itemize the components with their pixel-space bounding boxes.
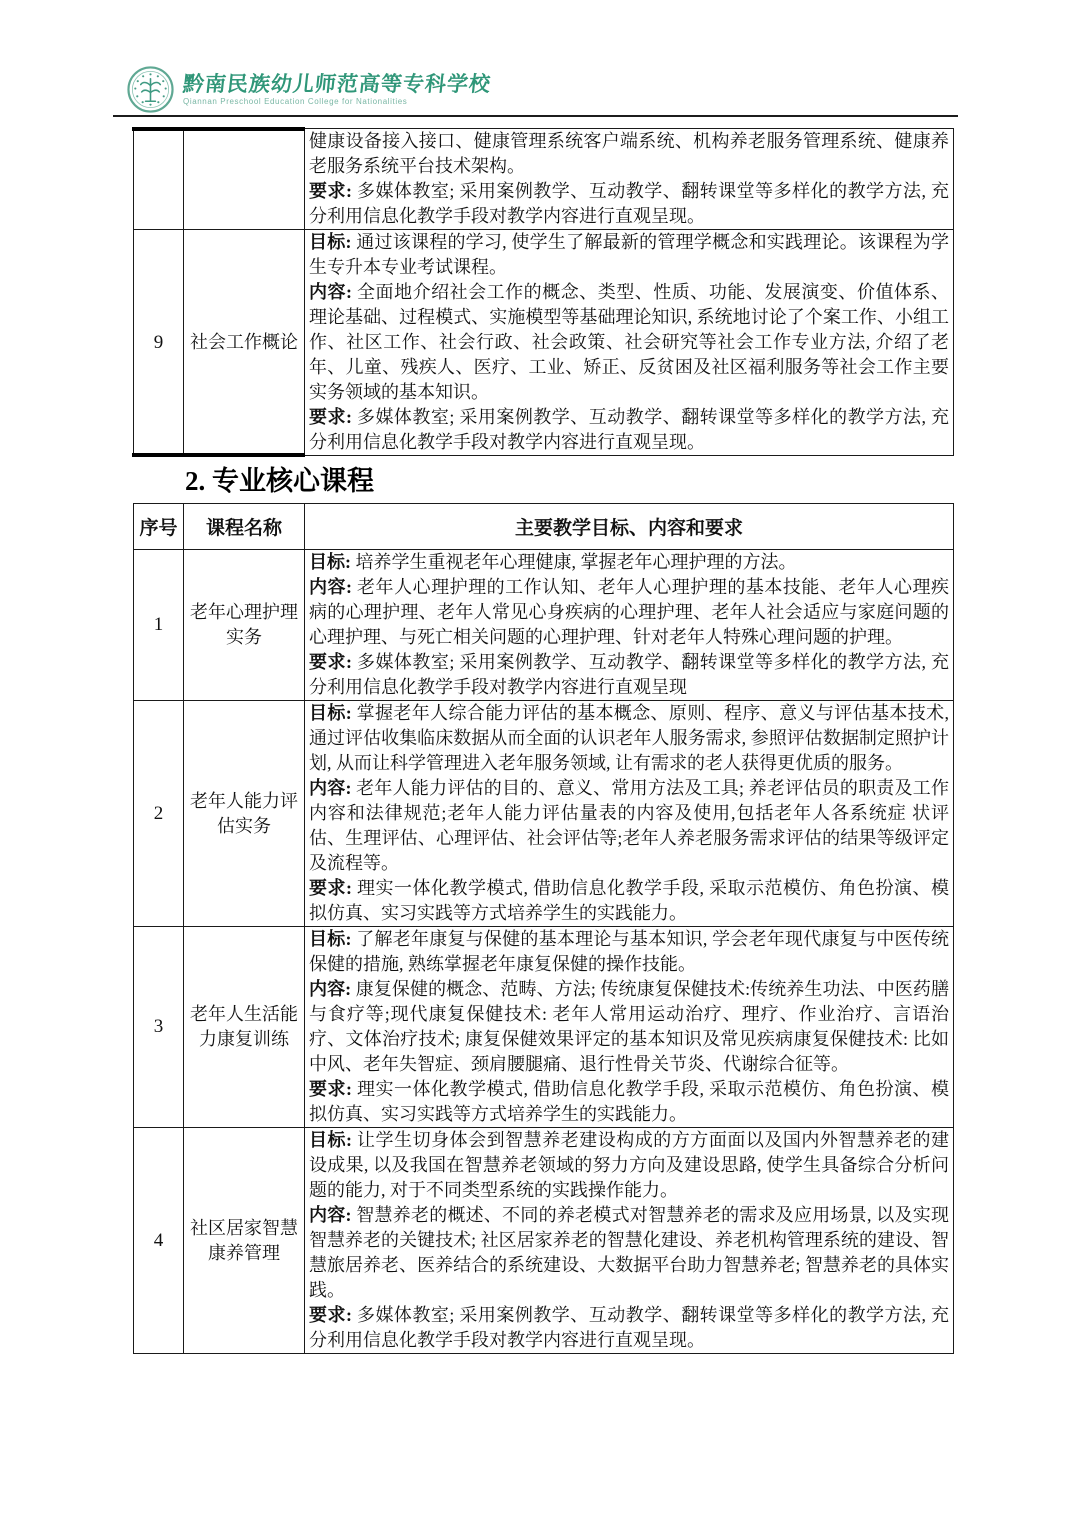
course-name: 老年心理护理实务 bbox=[184, 550, 305, 701]
segment-label: 要求: bbox=[309, 1305, 352, 1325]
course-description bbox=[305, 927, 954, 1128]
course-seq: 4 bbox=[134, 1128, 184, 1354]
course-name bbox=[184, 129, 305, 230]
header-main-content: 主要教学目标、内容和要求 bbox=[305, 504, 954, 550]
table-header-row bbox=[134, 504, 954, 550]
description-segment: 要求: 理实一体化教学模式, 借助信息化教学手段, 采取示范模仿、角色扮演、模拟仿真、实习实践等方式培养学生的实践能力。 bbox=[309, 878, 949, 923]
description-segment: 目标: 培养学生重视老年心理健康, 掌握老年心理护理的方法。 bbox=[309, 552, 797, 572]
segment-label: 要求: bbox=[309, 407, 352, 427]
segment-label: 内容: bbox=[309, 979, 352, 999]
description-segment: 目标: 掌握老年人综合能力评估的基本概念、原则、程序、意义与评估基本技术, 通过评估收集临床数据从而全面的认识老年人服务需求, 参照评估数据制定照护计划, 从而让科学管理进入老年服务领域, 让有需求的老人获得更优质的服务。 bbox=[309, 703, 950, 773]
school-logo bbox=[127, 66, 491, 113]
table-row bbox=[134, 1128, 954, 1354]
header-divider bbox=[113, 115, 958, 117]
course-description bbox=[305, 1128, 954, 1354]
table-row bbox=[134, 230, 954, 456]
course-seq: 9 bbox=[134, 230, 184, 456]
description-segment: 健康设备接入接口、健康管理系统客户端系统、机构养老服务管理系统、健康养老服务系统平台技术架构。 bbox=[309, 131, 949, 176]
course-table-continued bbox=[133, 128, 954, 456]
description-segment: 要求: 多媒体教室; 采用案例教学、互动教学、翻转课堂等多样化的教学方法, 充分利用信息化教学手段对教学内容进行直观呈现。 bbox=[309, 181, 949, 226]
description-segment: 要求: 理实一体化教学模式, 借助信息化教学手段, 采取示范模仿、角色扮演、模拟仿真、实习实践等方式培养学生的实践能力。 bbox=[309, 1079, 949, 1124]
core-course-table bbox=[133, 503, 954, 1354]
segment-label: 要求: bbox=[309, 878, 352, 898]
description-segment: 内容: 老年人能力评估的目的、意义、常用方法及工具; 养老评估员的职责及工作内容和法律规范;老年人能力评估量表的内容及使用,包括老年人各系统症 状评估、生理评估、心理评估、社会评估等;老年人养老服务需求评估的结果等级评定及流程等。 bbox=[309, 778, 949, 873]
course-seq: 2 bbox=[134, 701, 184, 927]
description-segment: 内容: 智慧养老的概述、不同的养老模式对智慧养老的需求及应用场景, 以及实现智慧养老的关键技术; 社区居家养老的智慧化建设、养老机构管理系统的建设、智慧旅居养老、医养结合的系统建设、大数据平台助力智慧养老; 智慧养老的具体实践。 bbox=[309, 1205, 949, 1300]
table-break-border-bottom bbox=[132, 453, 305, 457]
course-seq: 3 bbox=[134, 927, 184, 1128]
segment-label: 目标: bbox=[309, 232, 352, 252]
segment-label: 内容: bbox=[309, 577, 353, 597]
course-name: 老年人能力评估实务 bbox=[184, 701, 305, 927]
segment-label: 目标: bbox=[309, 703, 352, 723]
header-course-name: 课程名称 bbox=[184, 504, 305, 550]
school-name-chinese: 黔南民族幼儿师范高等专科学校 bbox=[181, 72, 493, 96]
segment-label: 内容: bbox=[309, 1205, 352, 1225]
course-seq bbox=[134, 129, 184, 230]
description-segment: 要求: 多媒体教室; 采用案例教学、互动教学、翻转课堂等多样化的教学方法, 充分利用信息化教学手段对教学内容进行直观呈现 bbox=[309, 652, 949, 697]
course-description bbox=[305, 550, 954, 701]
course-description bbox=[305, 230, 954, 456]
course-description bbox=[305, 701, 954, 927]
page-content bbox=[133, 128, 954, 1354]
description-segment: 要求: 多媒体教室; 采用案例教学、互动教学、翻转课堂等多样化的教学方法, 充分利用信息化教学手段对教学内容进行直观呈现。 bbox=[309, 1305, 949, 1350]
description-segment: 目标: 了解老年康复与保健的基本理论与基本知识, 学会老年现代康复与中医传统保健的措施, 熟练掌握老年康复保健的操作技能。 bbox=[309, 929, 949, 974]
course-name: 社区居家智慧康养管理 bbox=[184, 1128, 305, 1354]
description-segment: 内容: 康复保健的概念、范畴、方法; 传统康复保健技术:传统养生功法、中医药膳与食疗等;现代康复保健技术: 老年人常用运动治疗、理疗、作业治疗、言语治疗、文体治疗技术; 康复保健效果评定的基本知识及常见疾病康复保健技术: 比如中风、老年失智症、颈肩腰腿痛、退行性骨关节炎、代谢综合征等。 bbox=[309, 979, 950, 1074]
table-break-border-top bbox=[132, 127, 305, 131]
segment-label: 要求: bbox=[309, 1079, 352, 1099]
course-table-continued-grid bbox=[133, 128, 954, 456]
course-seq: 1 bbox=[134, 550, 184, 701]
segment-label: 内容: bbox=[309, 778, 352, 798]
section-heading: 2. 专业核心课程 bbox=[185, 466, 374, 496]
segment-label: 要求: bbox=[309, 652, 352, 672]
table-row bbox=[134, 129, 954, 230]
segment-label: 目标: bbox=[309, 1130, 353, 1150]
table-row bbox=[134, 701, 954, 927]
course-name: 老年人生活能力康复训练 bbox=[184, 927, 305, 1128]
segment-label: 内容: bbox=[309, 282, 353, 302]
school-seal-icon bbox=[127, 66, 174, 113]
description-segment: 要求: 多媒体教室; 采用案例教学、互动教学、翻转课堂等多样化的教学方法, 充分利用信息化教学手段对教学内容进行直观呈现。 bbox=[309, 407, 949, 452]
description-segment: 内容: 全面地介绍社会工作的概念、类型、性质、功能、发展演变、价值体系、理论基础、过程模式、实施模型等基础理论知识, 系统地讨论了个案工作、小组工作、社区工作、社会行政、社会政策、社会研究等社会工作专业方法, 介绍了老年、儿童、残疾人、医疗、工业、矫正、反贫困及社区福利服务等社会工作主要实务领域的基本知识。 bbox=[309, 282, 949, 402]
table-row bbox=[134, 550, 954, 701]
description-segment: 目标: 通过该课程的学习, 使学生了解最新的管理学概念和实践理论。该课程为学生专升本专业考试课程。 bbox=[309, 232, 949, 277]
segment-label: 目标: bbox=[309, 552, 351, 572]
course-name: 社会工作概论 bbox=[184, 230, 305, 456]
header-seq: 序号 bbox=[134, 504, 184, 550]
segment-label: 目标: bbox=[309, 929, 352, 949]
description-segment: 目标: 让学生切身体会到智慧养老建设构成的方方面面以及国内外智慧养老的建设成果, 以及我国在智慧养老领域的努力方向及建设思路, 使学生具备综合分析问题的能力, 对于不同类型系统的实践操作能力。 bbox=[309, 1130, 949, 1200]
table-row bbox=[134, 927, 954, 1128]
school-name-english: Qiannan Preschool Education College for Nationalities bbox=[183, 97, 408, 106]
course-description bbox=[305, 129, 954, 230]
description-segment: 内容: 老年人心理护理的工作认知、老年人心理护理的基本技能、老年人心理疾病的心理护理、老年人常见心身疾病的心理护理、老年人社会适应与家庭问题的心理护理、与死亡相关问题的心理护理、针对老年人特殊心理问题的护理。 bbox=[309, 577, 949, 647]
segment-label: 要求: bbox=[309, 181, 352, 201]
